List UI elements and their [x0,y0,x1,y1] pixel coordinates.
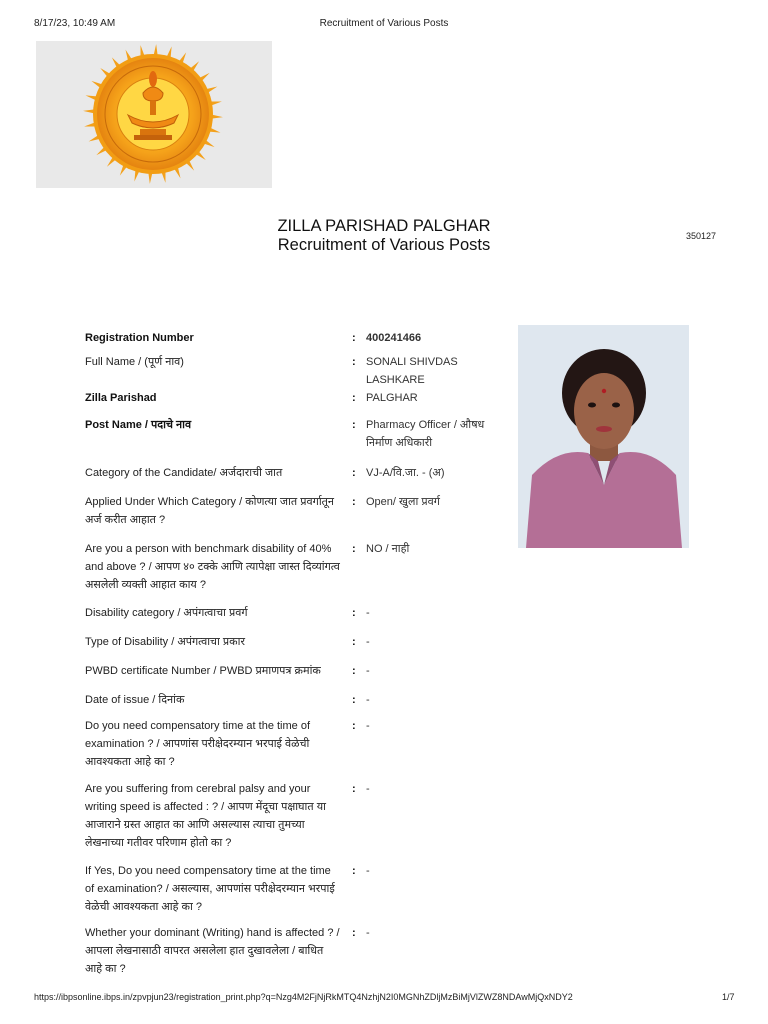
field-label: Post Name / पदाचे नाव [85,419,192,431]
field-separator: : [352,332,356,344]
field-label: Category of the Candidate/ अर्जदाराची जात [85,467,283,479]
organization-name: ZILLA PARISHAD PALGHAR [277,217,491,235]
field-separator: : [352,419,356,431]
field-value: - [366,636,370,648]
field-separator: : [352,543,356,555]
field-value: NO / नाही [366,543,410,555]
field-label: Date of issue / दिनांक [85,694,185,706]
field-separator: : [352,607,356,619]
field-value: SONALI SHIVDAS LASHKARE [366,356,458,386]
government-emblem [36,41,272,188]
field-label: Zilla Parishad [85,392,157,404]
browser-datetime: 8/17/23, 10:49 AM [34,18,116,29]
field-separator: : [352,496,356,508]
field-value: 400241466 [366,332,422,344]
field-separator: : [352,783,356,795]
recruitment-title: Recruitment of Various Posts [277,236,491,254]
field-label: Full Name / (पूर्ण नाव) [85,356,184,368]
field-separator: : [352,720,356,732]
field-label: If Yes, Do you need compensatory time at the time of examination? / असल्यास, आपणांस परीक्षेदरम्यान भरपाई वेळेची आवश्यकता आहे का ? [85,865,335,913]
field-label: Are you suffering from cerebral palsy and your writing speed is affected : ? / आपण मेंदूचा पक्षाघात या आजाराने ग्रस्त आहात का आणि असल्यास त्याचा तुमच्या लेखनाच्या गतीवर परिणाम होतो का ? [85,783,326,849]
field-value: - [366,607,370,619]
field-separator: : [352,694,356,706]
field-label: Applied Under Which Category / कोणत्या जात प्रवर्गातून अर्ज करीत आहात ? [85,496,335,526]
field-value: Pharmacy Officer / औषध निर्माण अधिकारी [366,419,485,449]
page-number: 1/7 [722,992,735,1002]
field-separator: : [352,467,356,479]
candidate-photo [518,325,689,548]
form-code: 350127 [686,231,717,241]
field-separator: : [352,927,356,939]
field-label: Whether your dominant (Writing) hand is affected ? / आपला लेखनासाठी वापरत असलेला हात दुखावलेला / बाधित आहे का ? [85,927,340,975]
field-separator: : [352,392,356,404]
browser-page-title: Recruitment of Various Posts [319,18,449,29]
field-label: PWBD certificate Number / PWBD प्रमाणपत्र क्रमांक [85,665,321,677]
field-value: PALGHAR [366,392,418,404]
field-label: Registration Number [85,332,194,344]
field-separator: : [352,356,356,368]
field-label: Disability category / अपंगत्वाचा प्रवर्ग [85,607,248,619]
field-separator: : [352,636,356,648]
field-value: - [366,720,370,732]
field-separator: : [352,865,356,877]
field-value: VJ-A/वि.जा. - (अ) [366,467,445,479]
field-separator: : [352,665,356,677]
field-value: - [366,927,370,939]
field-value: - [366,694,370,706]
print-url: https://ibpsonline.ibps.in/zpvpjun23/registration_print.php?q=Nzg4M2FjNjRkMTQ4NzhjN2I0MGNhZDljMzBiMjVlZWZ8NDAwMjQxNDY2 [34,992,573,1002]
field-value: - [366,865,370,877]
field-label: Type of Disability / अपंगत्वाचा प्रकार [85,636,245,648]
field-label: Are you a person with benchmark disability of 40% and above ? / आपण ४० टक्के आणि त्यापेक्षा जास्त दिव्यांगत्व असलेली व्यक्ती आहात काय ? [85,543,340,591]
field-value: - [366,665,370,677]
field-value: Open/ खुला प्रवर्ग [366,496,440,508]
field-label: Do you need compensatory time at the time of examination ? / आपणांस परीक्षेदरम्यान भरपाई वेळेची आवश्यकता आहे का ? [85,720,311,768]
field-value: - [366,783,370,795]
